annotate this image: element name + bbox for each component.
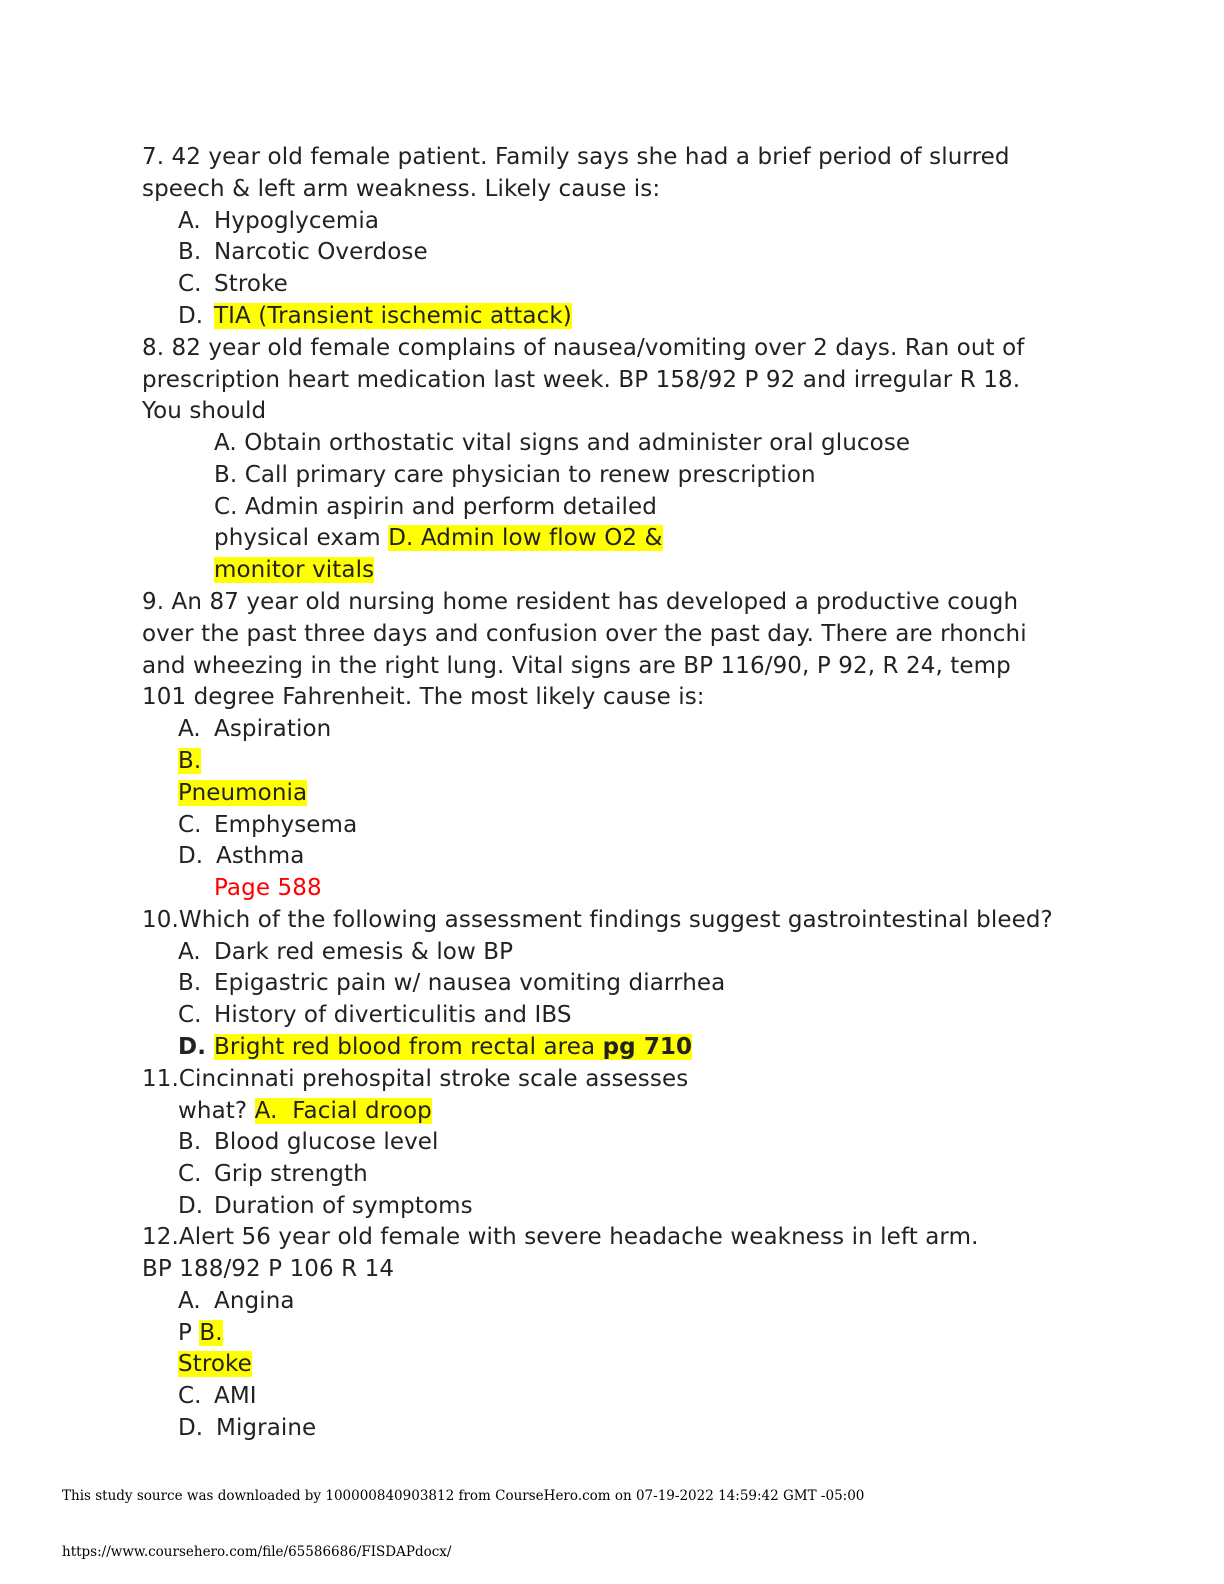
option-text: Asthma bbox=[216, 843, 305, 869]
q9-option-b bbox=[178, 777, 307, 809]
q9-stem-line1: 9. An 87 year old nursing home resident has developed a productive cough bbox=[142, 589, 1019, 615]
q8-stem-line3: You should bbox=[142, 398, 267, 424]
option-letter: B. bbox=[178, 970, 202, 996]
option-text: Migraine bbox=[216, 1415, 317, 1441]
option-text: physical exam bbox=[214, 525, 381, 551]
option-letter: A. bbox=[178, 939, 201, 965]
option-letter: C. bbox=[178, 1002, 202, 1028]
q8-option-c: C. Admin aspirin and perform detailed bbox=[214, 494, 657, 520]
highlighted-answer: Pneumonia bbox=[178, 780, 308, 806]
option-letter: D. bbox=[178, 1034, 207, 1060]
q7-stem-line2: speech & left arm weakness. Likely cause is: bbox=[142, 176, 661, 202]
highlighted-answer-letter: B. bbox=[199, 1320, 223, 1346]
q11-option-d bbox=[178, 1190, 473, 1222]
option-text: Emphysema bbox=[214, 812, 358, 838]
option-text: Narcotic Overdose bbox=[214, 239, 428, 265]
option-text: Grip strength bbox=[214, 1161, 368, 1187]
option-letter: C. bbox=[178, 1161, 202, 1187]
option-text: Hypoglycemia bbox=[214, 208, 380, 234]
option-letter: C. bbox=[178, 1383, 202, 1409]
option-letter: B. bbox=[178, 1129, 202, 1155]
option-text: History of diverticulitis and IBS bbox=[214, 1002, 572, 1028]
highlighted-answer: TIA (Transient ischemic attack) bbox=[214, 303, 572, 329]
source-url-link[interactable]: https://www.coursehero.com/file/65586686/FISDAPdocx/ bbox=[62, 1544, 452, 1560]
q12-option-b-letter bbox=[178, 1317, 223, 1349]
q9-option-a bbox=[178, 713, 331, 745]
q9-stem-line3: and wheezing in the right lung. Vital signs are BP 116/90, P 92, R 24, temp bbox=[142, 653, 1011, 679]
option-letter: D. bbox=[178, 303, 204, 329]
highlighted-answer bbox=[214, 1034, 692, 1060]
option-text: Angina bbox=[214, 1288, 295, 1314]
q9-option-d bbox=[178, 840, 304, 872]
option-letter: C. bbox=[178, 271, 202, 297]
option-text: Aspiration bbox=[214, 716, 332, 742]
q8-stem-line1: 8. 82 year old female complains of nausea/vomiting over 2 days. Ran out of bbox=[142, 335, 1025, 361]
q11-option-c bbox=[178, 1158, 368, 1190]
q8-option-a: A. Obtain orthostatic vital signs and administer oral glucose bbox=[214, 430, 911, 456]
highlighted-answer: D. Admin low flow O2 & bbox=[388, 525, 663, 551]
q8-stem-line2: prescription heart medication last week. BP 158/92 P 92 and irregular R 18. bbox=[142, 367, 1021, 393]
q7-option-a bbox=[178, 205, 379, 237]
highlighted-answer: Stroke bbox=[178, 1351, 252, 1377]
q11-option-b bbox=[178, 1126, 439, 1158]
q7-option-b bbox=[178, 236, 428, 268]
page-reference: pg 710 bbox=[602, 1034, 693, 1060]
option-letter: C. bbox=[178, 812, 202, 838]
answer-text: Bright red blood from rectal area bbox=[214, 1034, 596, 1060]
option-text: Dark red emesis & low BP bbox=[214, 939, 514, 965]
q8-option-c-continued bbox=[214, 522, 663, 554]
q9-option-b-letter bbox=[178, 745, 201, 777]
q10-option-c bbox=[178, 999, 572, 1031]
q10-stem-line1: 10.Which of the following assessment findings suggest gastrointestinal bleed? bbox=[142, 907, 1053, 933]
download-notice: This study source was downloaded by 100000840903812 from CourseHero.com on 07-19-2022 14:59:42 GMT -05:00 bbox=[62, 1488, 865, 1504]
q7-option-c bbox=[178, 268, 288, 300]
option-letter: A. bbox=[178, 716, 201, 742]
q12-option-b bbox=[178, 1348, 252, 1380]
q8-option-b: B. Call primary care physician to renew prescription bbox=[214, 462, 816, 488]
option-letter: B. bbox=[178, 239, 202, 265]
highlighted-answer: A. Facial droop bbox=[254, 1098, 432, 1124]
q12-option-d bbox=[178, 1412, 316, 1444]
option-letter: A. bbox=[178, 1288, 201, 1314]
option-letter: D. bbox=[178, 1193, 204, 1219]
q11-stem-line2 bbox=[178, 1095, 432, 1127]
stem-text: what? bbox=[178, 1098, 248, 1124]
option-text: Epigastric pain w/ nausea vomiting diarrhea bbox=[214, 970, 726, 996]
q10-option-d bbox=[178, 1031, 692, 1063]
q7-option-d bbox=[178, 300, 572, 332]
highlighted-answer-letter: B. bbox=[178, 748, 202, 774]
q12-option-c bbox=[178, 1380, 257, 1412]
q10-option-a bbox=[178, 936, 513, 968]
option-text: AMI bbox=[214, 1383, 257, 1409]
q12-option-a bbox=[178, 1285, 295, 1317]
option-text: Blood glucose level bbox=[214, 1129, 439, 1155]
option-text: Duration of symptoms bbox=[214, 1193, 473, 1219]
option-letter: D. bbox=[178, 843, 204, 869]
option-text: Stroke bbox=[214, 271, 288, 297]
q9-page-note: Page 588 bbox=[214, 875, 322, 901]
q9-option-c bbox=[178, 809, 357, 841]
stray-prefix: P bbox=[178, 1320, 192, 1346]
q11-stem-line1: 11.Cincinnati prehospital stroke scale assesses bbox=[142, 1066, 689, 1092]
option-letter: D. bbox=[178, 1415, 204, 1441]
q10-option-b bbox=[178, 967, 725, 999]
q9-stem-line2: over the past three days and confusion over the past day. There are rhonchi bbox=[142, 621, 1027, 647]
highlighted-answer: monitor vitals bbox=[214, 557, 375, 583]
q9-stem-line4: 101 degree Fahrenheit. The most likely cause is: bbox=[142, 684, 705, 710]
option-letter: A. bbox=[178, 208, 201, 234]
q12-stem-line1: 12.Alert 56 year old female with severe headache weakness in left arm. bbox=[142, 1224, 979, 1250]
q7-stem-line1: 7. 42 year old female patient. Family says she had a brief period of slurred bbox=[142, 144, 1010, 170]
q8-option-d-continued bbox=[214, 554, 374, 586]
q12-stem-line2: BP 188/92 P 106 R 14 bbox=[142, 1256, 395, 1282]
